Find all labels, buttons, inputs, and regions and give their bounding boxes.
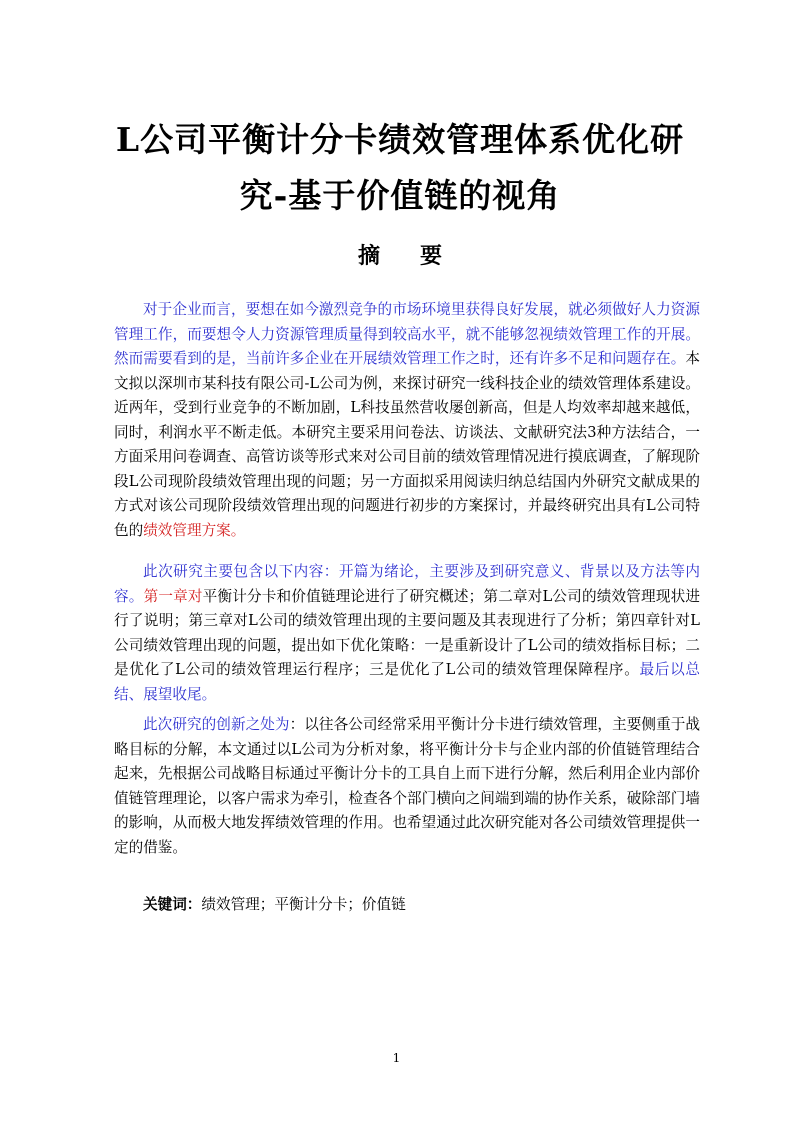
abstract-heading-char-1: 摘 xyxy=(357,243,380,269)
abstract-paragraph-1 xyxy=(114,298,700,543)
paragraph-1-red-text: 绩效管理方案。 xyxy=(143,521,246,539)
abstract-paragraph-2 xyxy=(114,560,700,707)
paragraph-2-blue-text: 此次研究主要包含以下内容：开篇为绪论，主要涉及到研究意义、背景以及方法等内容。 xyxy=(114,563,700,605)
keywords-label: 关键词： xyxy=(143,896,202,913)
paragraph-2-body-text: 平衡计分卡和价值链理论进行了研究概述；第二章对L公司的绩效管理现状进行了说明；第三章对L公司的绩效管理出现的主要问题及其表现进行了分析；第四章针对L公司绩效管理出现的问题，提出如下优化策略：一是重新设计了L公司的绩效指标目标；二是优化了L公司的绩效管理运行程序；三是优化了L公司的绩效管理保障程序。 xyxy=(114,587,700,678)
keywords-line xyxy=(143,893,703,917)
page-number: 1 xyxy=(392,1051,401,1065)
paragraph-1-blue-period: 。 xyxy=(670,350,686,367)
paragraph-1-blue-text: 对于企业而言，要想在如今激烈竞争的市场环境里获得良好发展，就必须做好人力资源管理工作，而要想令人力资源管理质量得到较高水平，就不能够忽视绩效管理工作的开展。然而需要看到的是，当前许多企业在开展绩效管理工作之时，还有许多不足和问题存在 xyxy=(114,301,700,367)
paragraph-3-body-text: ：以往各公司经常采用平衡计分卡进行绩效管理，主要侧重于战略目标的分解，本文通过以L公司为分析对象，将平衡计分卡与企业内部的价值链管理结合起来，先根据公司战略目标通过平衡计分卡的工具自上而下进行分解，然后利用企业内部价值链管理理论，以客户需求为牵引，检查各个部门横向之间端到端的协作关系，破除部门墙的影响，从而极大地发挥绩效管理的作用。也希望通过此次研究能对各公司绩效管理提供一定的借鉴。 xyxy=(114,716,700,856)
paragraph-1-body-text: 本文拟以深圳市某科技有限公司-L公司为例，来探讨研究一线科技企业的绩效管理体系建设。近两年，受到行业竞争的不断加剧，L科技虽然营收屡创新高，但是人均效率却越来越低，同时，利润水平不断走低。本研究主要采用问卷法、访谈法、文献研究法3种方法结合，一方面采用问卷调查、高管访谈等形式来对公司目前的绩效管理情况进行摸底调查，了解现阶段L公司现阶段绩效管理出现的问题；另一方面拟采用阅读归纳总结国内外研究文献成果的方式对该公司现阶段绩效管理出现的问题进行初步的方案探讨，并最终研究出具有L公司特色的 xyxy=(114,350,700,539)
abstract-heading xyxy=(100,238,700,274)
document-title xyxy=(100,112,700,224)
paragraph-3-blue-text: 此次研究的创新之处为 xyxy=(143,716,290,733)
paragraph-2-red-text: 第一章对 xyxy=(143,587,203,605)
paragraph-2-blue-tail: 最后以总结、展望收尾。 xyxy=(114,661,700,703)
title-line-2: 究-基于价值链的视角 xyxy=(239,176,561,215)
abstract-paragraph-3 xyxy=(114,713,700,860)
abstract-heading-char-2: 要 xyxy=(420,243,443,269)
keywords-value: 绩效管理；平衡计分卡；价值链 xyxy=(201,896,406,913)
title-line-1: L公司平衡计分卡绩效管理体系优化研 xyxy=(115,120,685,159)
